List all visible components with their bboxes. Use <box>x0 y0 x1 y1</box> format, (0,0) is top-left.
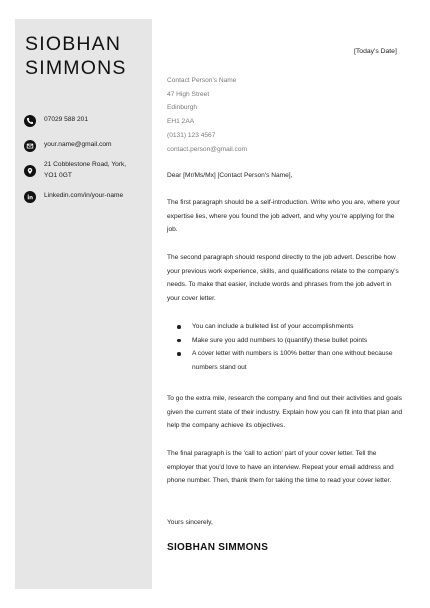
contact-address <box>24 159 149 181</box>
sidebar-panel <box>15 19 152 589</box>
address-text <box>44 159 126 181</box>
closing: Yours sincerely, <box>167 519 213 526</box>
recipient-postcode: EH1 2AA <box>167 118 195 126</box>
salutation: Dear [Mr/Ms/Mx] [Contact Person's Name], <box>167 172 293 179</box>
address-line1: 21 Cobblestone Road, York, <box>44 161 127 168</box>
accomplishment-list <box>175 320 405 375</box>
recipient-city: Edinburgh <box>167 104 198 112</box>
phone-text: 07029 588 201 <box>44 116 89 123</box>
location-pin-icon <box>24 165 36 177</box>
list-item <box>175 334 405 348</box>
address-line2: YO1 0GT <box>44 172 72 179</box>
linkedin-text[interactable]: Linkedin.com/in/your-name <box>44 192 124 199</box>
bullet-icon <box>177 352 181 356</box>
email-text[interactable]: your.name@gmail.com <box>44 141 112 148</box>
sender-first-name: SIOBHAN <box>25 33 122 55</box>
paragraph-call-to-action: The final paragraph is the 'call to action' part of your cover letter. Tell the employer that you'd love to have an interview. Repeat your email address and phone number. Then, thank them for taking the time to read your cover letter. <box>167 450 394 485</box>
bullet-icon <box>177 339 181 343</box>
sender-last-name: SIMMONS <box>25 57 127 79</box>
contact-linkedin <box>24 190 149 203</box>
email-icon <box>24 140 36 152</box>
sender-name <box>25 32 127 80</box>
recipient-street: 47 High Street <box>167 90 210 98</box>
list-item <box>175 320 405 334</box>
paragraph-research: To go the extra mile, research the company and find out their activities and goals given the current state of their industry. Explain how you can fit into that plan and help the company achieve its objectives. <box>167 395 403 430</box>
contact-phone <box>24 114 149 127</box>
signature-name: SIOBHAN SIMMONS <box>167 542 269 553</box>
paragraph-intro: The first paragraph should be a self-introduction. Write who you are, where your expertise lies, where you found the job advert, and why you're applying for the job. <box>167 199 400 234</box>
linkedin-icon <box>24 191 36 203</box>
phone-icon <box>24 115 36 127</box>
list-item <box>175 347 405 374</box>
bullet-text: You can include a bulleted list of your accomplishments <box>192 323 354 330</box>
recipient-phone: (0131) 123 4567 <box>167 131 216 139</box>
recipient-name: Contact Person's Name <box>167 77 237 84</box>
contact-email <box>24 139 149 152</box>
recipient-email[interactable]: contact.person@gmail.com <box>167 145 247 153</box>
letter-date: [Today's Date] <box>354 48 397 55</box>
bullet-text: Make sure you add numbers to (quantify) these bullet points <box>192 336 368 344</box>
bullet-text: A cover letter with numbers is 100% better than one without because numbers stand out <box>192 350 393 372</box>
paragraph-experience: The second paragraph should respond directly to the job advert. Describe how your previous work experience, skills, and qualifications relate to the company's needs. To make that easier, include words and phrases from the job advert in your cover letter. <box>167 254 399 303</box>
recipient-block <box>167 74 247 156</box>
bullet-icon <box>177 325 181 329</box>
